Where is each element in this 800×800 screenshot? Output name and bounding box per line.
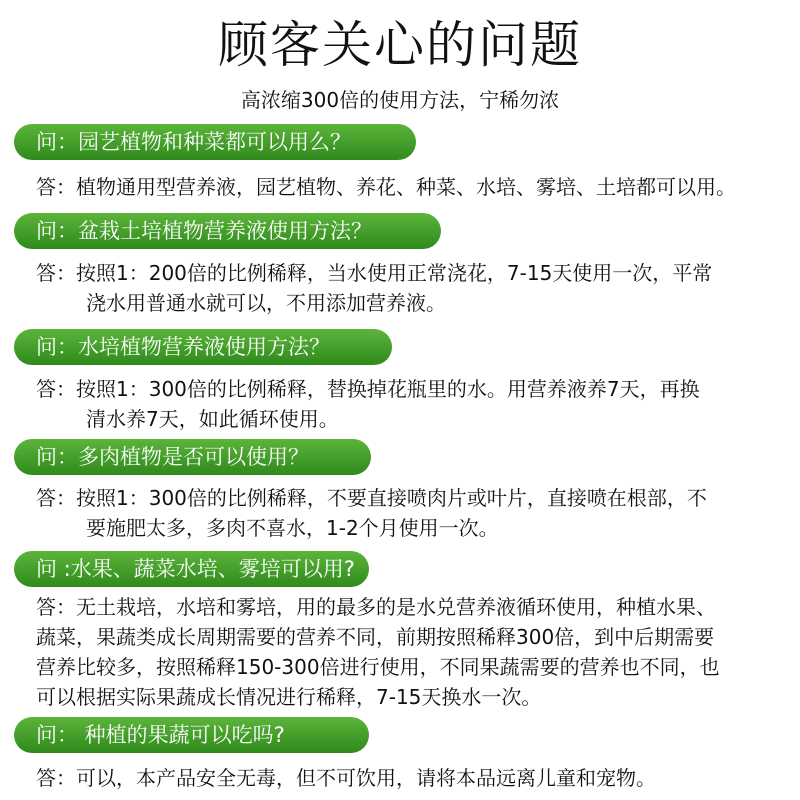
answer-line: 答：按照1：300倍的比例稀释，替换掉花瓶里的水。用营养液养7天，再换 [36, 377, 700, 401]
question-pill [14, 439, 371, 475]
answer-block [36, 483, 707, 543]
answer-line: 答：无土栽培，水培和雾培，用的最多的是水兑营养液循环使用，种植水果、 [36, 595, 716, 619]
question-text: 问：盆栽土培植物营养液使用方法？ [36, 219, 372, 243]
answer-block [36, 172, 736, 202]
answer-line: 蔬菜，果蔬类成长周期需要的营养不同，前期按照稀释300倍，到中后期需要 [36, 625, 715, 649]
question-text: 问：水培植物营养液使用方法？ [36, 335, 330, 359]
answer-block [36, 763, 656, 793]
question-pill [14, 124, 416, 160]
answer-line: 答：可以，本产品安全无毒，但不可饮用，请将本品远离儿童和宠物。 [36, 766, 656, 790]
answer-line: 浇水用普通水就可以，不用添加营养液。 [86, 291, 446, 315]
answer-line: 清水养7天，如此循环使用。 [86, 407, 339, 431]
answer-block [36, 258, 712, 318]
page-title: 顾客关心的问题 [218, 16, 582, 74]
question-text: 问：多肉植物是否可以使用？ [36, 445, 309, 469]
question-text: 问：园艺植物和种菜都可以用么？ [36, 130, 351, 154]
question-text: 问： 种植的果蔬可以吃吗? [36, 723, 285, 747]
page-subtitle: 高浓缩300倍的使用方法，宁稀勿浓 [240, 88, 560, 112]
question-text: 问 :水果、蔬菜水培、雾培可以用? [36, 557, 355, 581]
question-pill [14, 213, 441, 249]
question-pill [14, 329, 392, 365]
question-pill [14, 717, 369, 753]
answer-line: 答：植物通用型营养液，园艺植物、养花、种菜、水培、雾培、土培都可以用。 [36, 175, 736, 199]
answer-line: 答：按照1：300倍的比例稀释，不要直接喷肉片或叶片，直接喷在根部，不 [36, 486, 707, 510]
answer-line: 可以根据实际果蔬成长情况进行稀释，7-15天换水一次。 [36, 685, 542, 709]
answer-line: 要施肥太多，多肉不喜水，1-2个月使用一次。 [86, 516, 499, 540]
answer-line: 答：按照1：200倍的比例稀释，当水使用正常浇花，7-15天使用一次，平常 [36, 261, 713, 285]
answer-line: 营养比较多，按照稀释150-300倍进行使用，不同果蔬需要的营养也不同，也 [36, 655, 720, 679]
question-pill [14, 551, 369, 587]
answer-block [36, 592, 720, 712]
answer-block [36, 374, 700, 434]
